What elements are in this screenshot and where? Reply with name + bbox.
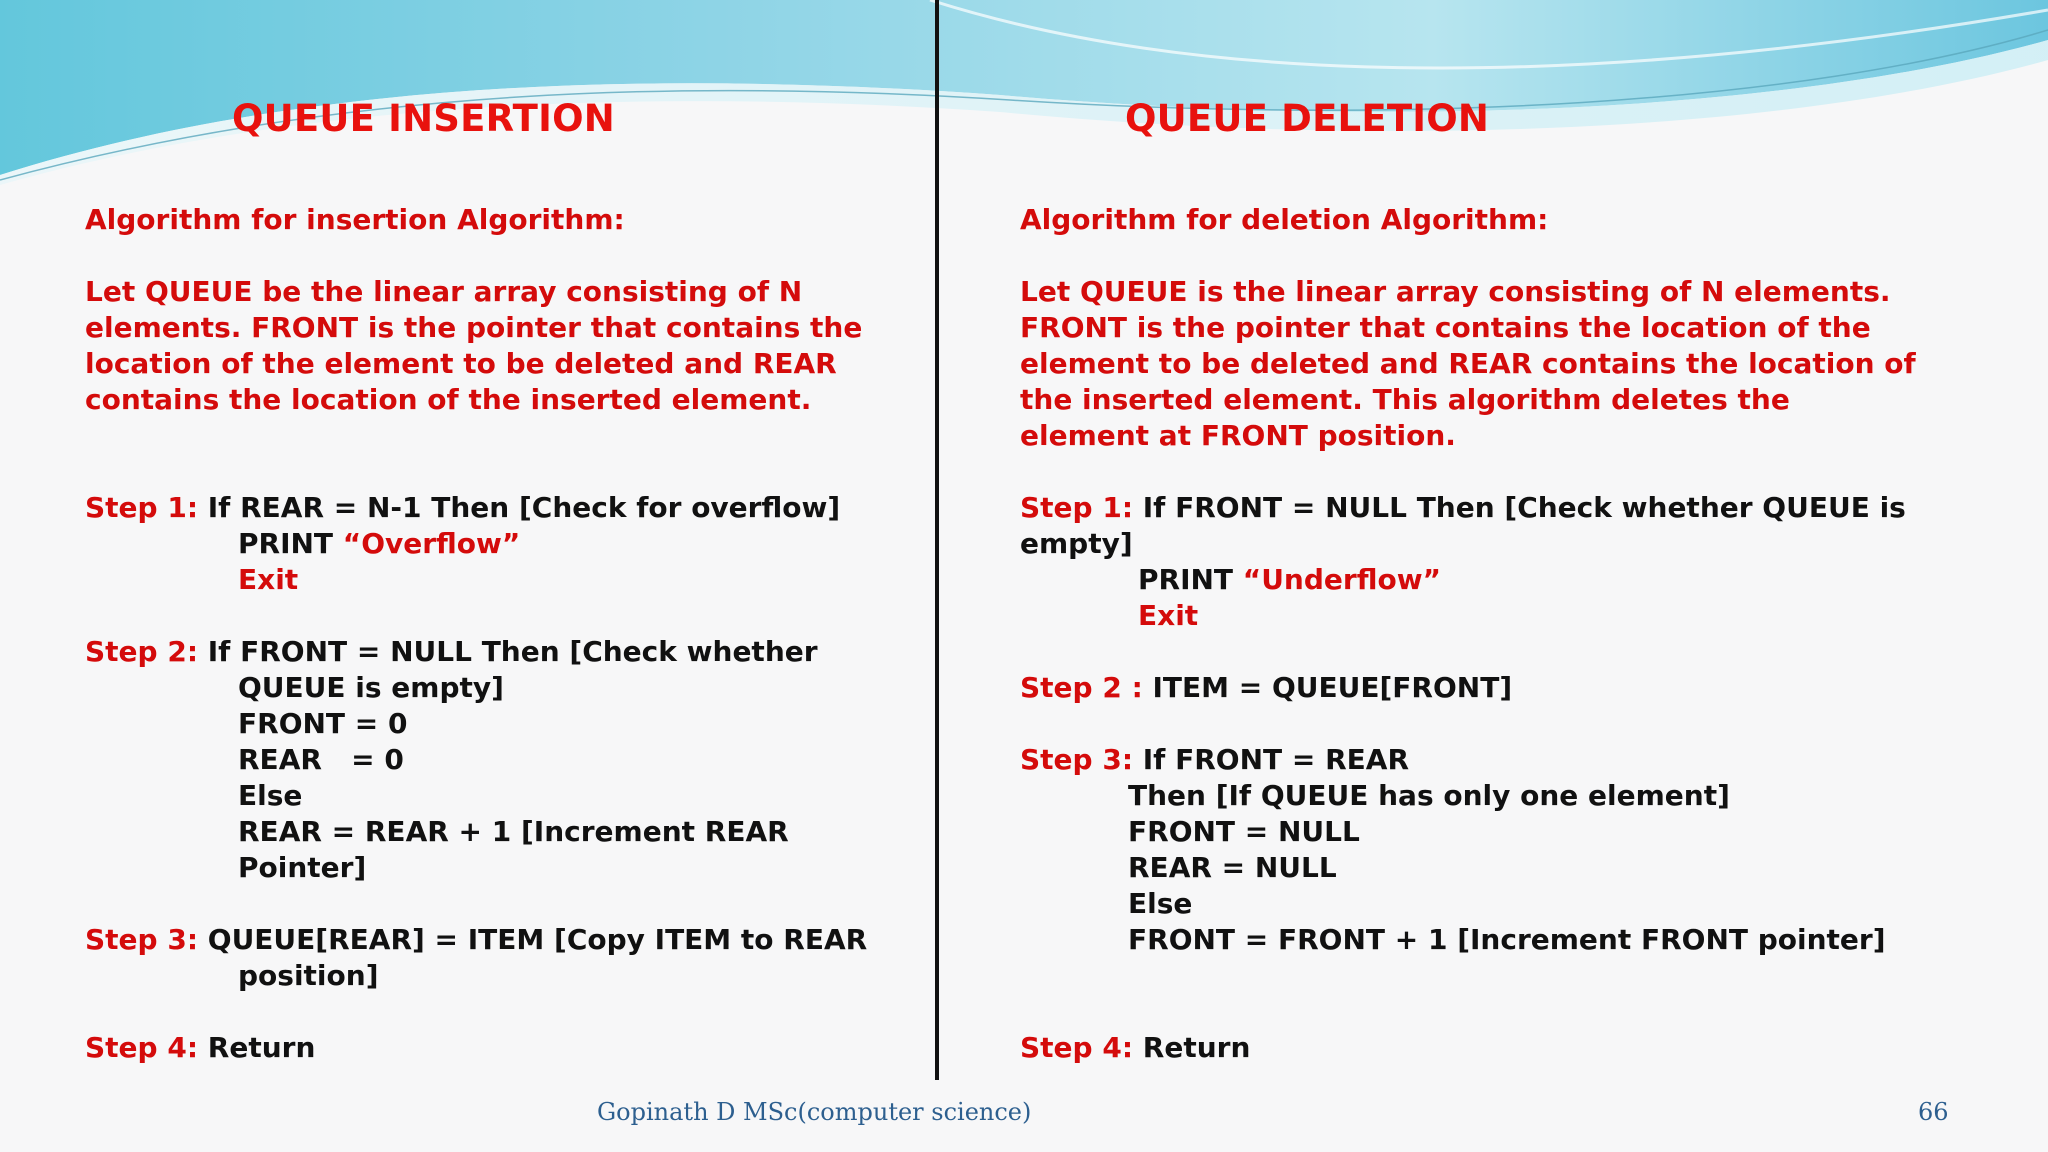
step-label: Step 2:: [85, 635, 199, 668]
step-text: QUEUE[REAR] = ITEM [Copy ITEM to REAR: [207, 923, 868, 956]
deletion-intro-line: the inserted element. This algorithm deletes the: [1020, 383, 1790, 416]
insertion-title: QUEUE INSERTION: [232, 97, 615, 140]
insertion-step-4: [85, 1030, 915, 1066]
deletion-step-1-exit: Exit: [1138, 599, 1199, 632]
deletion-step-1-print: [1020, 562, 2020, 598]
step-label: Step 1:: [1020, 491, 1134, 524]
insertion-step-2-line: Else: [238, 779, 303, 812]
step-label: Step 4:: [1020, 1031, 1134, 1064]
deletion-intro-line: FRONT is the pointer that contains the location of the: [1020, 311, 1871, 344]
print-keyword: PRINT: [1138, 563, 1234, 596]
print-value: “Underflow”: [1242, 563, 1441, 596]
step-text: If REAR = N-1 Then [Check for overflow]: [207, 491, 841, 524]
step-label: Step 1:: [85, 491, 199, 524]
column-divider: [935, 0, 939, 1080]
footer-author: Gopinath D MSc(computer science): [597, 1098, 1032, 1126]
insertion-intro-line: location of the element to be deleted and REAR: [85, 347, 837, 380]
step-text: Return: [1142, 1031, 1251, 1064]
deletion-intro-line: element to be deleted and REAR contains the location of: [1020, 347, 1916, 380]
insertion-heading: Algorithm for insertion Algorithm:: [85, 203, 625, 236]
insertion-step-2-line: REAR = 0: [238, 743, 404, 776]
deletion-step-3-line: REAR = NULL: [1128, 851, 1337, 884]
insertion-step-2-line: QUEUE is empty]: [238, 671, 504, 704]
deletion-step-2: [1020, 670, 2020, 706]
deletion-step-3: [1020, 742, 2020, 778]
slide-number: 66: [1918, 1098, 1949, 1126]
deletion-column: [1020, 202, 2020, 1066]
step-text: If FRONT = NULL Then [Check whether: [207, 635, 818, 668]
deletion-intro-line: Let QUEUE is the linear array consisting of N elements.: [1020, 275, 1891, 308]
step-label: Step 3:: [1020, 743, 1134, 776]
insertion-step-1-print: [85, 526, 915, 562]
step-text: If FRONT = REAR: [1142, 743, 1410, 776]
insertion-step-2: [85, 634, 915, 670]
step-text: ITEM = QUEUE[FRONT]: [1152, 671, 1513, 704]
deletion-step-3-line: Else: [1128, 887, 1193, 920]
deletion-title: QUEUE DELETION: [1125, 97, 1490, 140]
print-value: “Overflow”: [342, 527, 521, 560]
deletion-heading: Algorithm for deletion Algorithm:: [1020, 203, 1549, 236]
deletion-step-1: [1020, 490, 2020, 526]
insertion-intro-line: Let QUEUE be the linear array consisting of N: [85, 275, 803, 308]
step-label: Step 3:: [85, 923, 199, 956]
step-text: Return: [207, 1031, 316, 1064]
step-text: If FRONT = NULL Then [Check whether QUEUE is: [1142, 491, 1906, 524]
deletion-step-3-line: FRONT = NULL: [1128, 815, 1360, 848]
insertion-step-2-line: Pointer]: [238, 851, 367, 884]
step-label: Step 4:: [85, 1031, 199, 1064]
insertion-step-3-cont: position]: [238, 959, 379, 992]
insertion-step-1-exit: Exit: [238, 563, 299, 596]
insertion-step-1: [85, 490, 915, 526]
insertion-column: [85, 202, 915, 1066]
insertion-intro-line: elements. FRONT is the pointer that contains the: [85, 311, 863, 344]
deletion-step-3-line: Then [If QUEUE has only one element]: [1128, 779, 1730, 812]
insertion-step-2-line: REAR = REAR + 1 [Increment REAR: [238, 815, 789, 848]
step-label: Step 2 :: [1020, 671, 1143, 704]
print-keyword: PRINT: [238, 527, 334, 560]
insertion-step-3: [85, 922, 915, 958]
deletion-step-4: [1020, 1030, 2020, 1066]
insertion-step-2-line: FRONT = 0: [238, 707, 408, 740]
deletion-step-1-cont: empty]: [1020, 527, 1133, 560]
deletion-step-3-line: FRONT = FRONT + 1 [Increment FRONT pointer]: [1128, 923, 1886, 956]
deletion-intro-line: element at FRONT position.: [1020, 419, 1456, 452]
insertion-intro-line: contains the location of the inserted element.: [85, 383, 812, 416]
